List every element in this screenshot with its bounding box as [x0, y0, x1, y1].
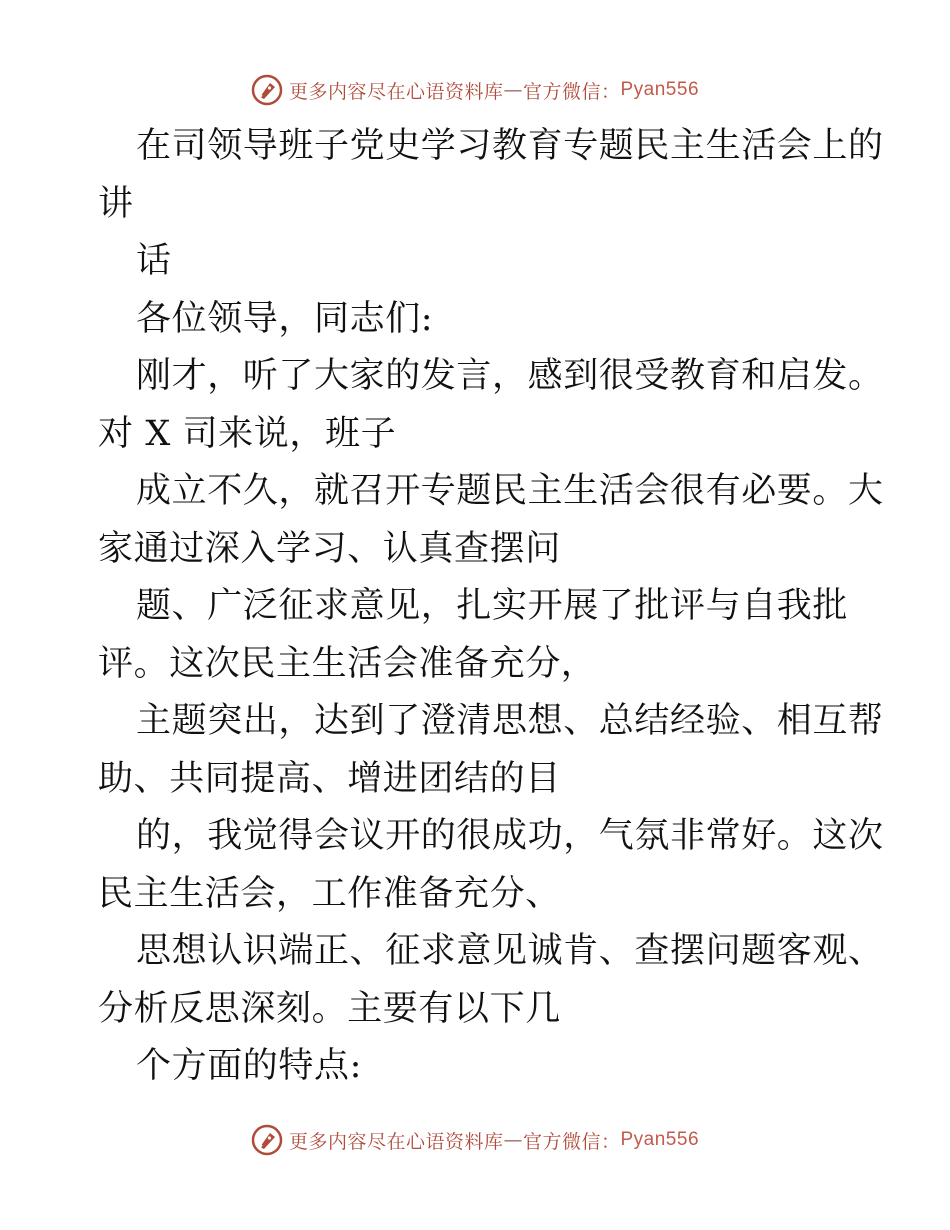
pen-nib-logo-icon	[251, 74, 283, 106]
paragraph-line: 刚才，听了大家的发言，感到很受教育和启发。	[136, 356, 884, 396]
paragraph-line: 助、共同提高、增进团结的目	[98, 758, 561, 799]
document-title-line: 在司领导班子党史学习教育专题民主生活会上的	[136, 126, 884, 166]
paragraph-line: 思想认识端正、征求意见诚肯、查摆问题客观、	[136, 931, 884, 971]
paragraph-line: 个方面的特点:	[136, 1046, 362, 1086]
paragraph-line: 家通过深入学习、认真查摆问	[98, 528, 561, 569]
watermark-separator: —	[503, 79, 523, 101]
paragraph-line: 分析反思深刻。主要有以下几	[98, 988, 561, 1029]
paragraph-line: 各位领导，同志们:	[136, 298, 434, 339]
document-title-line: 讲	[98, 183, 134, 224]
watermark-handle: Pyan556	[620, 79, 700, 100]
watermark-contact-label: 官方微信：	[522, 80, 621, 103]
document-body	[98, 118, 884, 1096]
watermark-contact-label: 官方微信：	[522, 1130, 621, 1153]
paragraph-line: 评。这次民主生活会准备充分，	[98, 643, 597, 684]
paragraph-line: 的，我觉得会议开的很成功，气氛非常好。这次	[136, 816, 884, 856]
paragraph-line: 成立不久，就召开专题民主生活会很有必要。大	[136, 471, 884, 511]
paragraph-line: 对 X 司来说，班子	[98, 413, 397, 454]
watermark-handle: Pyan556	[620, 1129, 700, 1150]
watermark-text: 更多内容尽在心语资料库	[288, 1130, 504, 1153]
paragraph-line: 民主生活会，工作准备充分、	[98, 873, 561, 914]
footer-watermark	[0, 1120, 950, 1160]
paragraph-line: 主题突出，达到了澄清思想、总结经验、相互帮	[136, 701, 884, 741]
paragraph-line: 题、广泛征求意见，扎实开展了批评与自我批	[136, 586, 849, 626]
watermark-separator: —	[503, 1129, 523, 1151]
pen-nib-logo-icon	[251, 1124, 283, 1156]
header-watermark	[0, 70, 950, 110]
watermark-text: 更多内容尽在心语资料库	[288, 80, 504, 103]
document-title-line: 话	[136, 241, 172, 281]
